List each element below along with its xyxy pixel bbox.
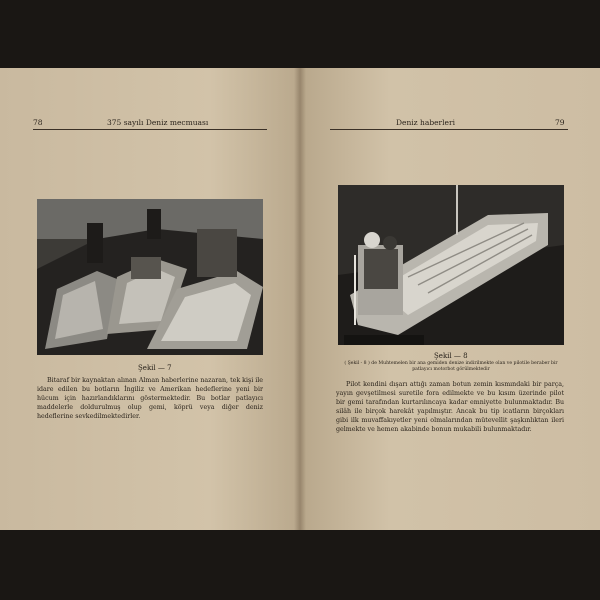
book-spread [0,68,600,530]
figure-8-caption: Şekil — 8 [434,352,468,360]
figure-7-caption: Şekil — 7 [138,364,172,372]
left-running-head: 375 sayılı Deniz mecmuası [107,118,209,127]
right-running-head: Deniz haberleri [396,118,455,127]
right-page-number: 79 [555,118,565,127]
right-header-rule [330,129,568,130]
left-header-rule [33,129,267,130]
right-page [300,68,600,530]
left-page [0,68,300,530]
left-body-paragraph: Bitaraf bir kaynaktan alınan Alman haberlerine nazaran, tek kişi ile idare edilen bu botların İngiliz ve Amerikan hedeflerine yeni bir hücum için hazırlandıklarını göstermektedir. Bu botlar patlayıcı maddelerle doldurulmuş olup gemi, köprü veya diğer deniz hedeflerine sevkedilmektedirler. [37,377,263,420]
motorboat-photo-figure-8 [338,185,564,345]
book-gutter [294,68,306,530]
right-body-paragraph: Pilot kendini dışarı attığı zaman botun zemin kısmındaki bir parça, yayın gevşetilmesi suretile fora edilmekte ve bu kısım üzerinde pilot bir gemi tarafından kurtarılıncaya kadar emniyette bulunmaktadır. Bu silâh ile birçok harekât yapılmıştır. Ancak bu tip icatların birçokları gibi ilk muvaffakıyetler yeni olmalarından mütevellit şaşkınlıktan ileri gelmekte ve hemen akabinde bonun mukabili bulunmaktadır. [336,381,564,433]
boats-photo-figure-7 [37,199,263,355]
left-page-number: 78 [33,118,43,127]
figure-8-subcaption: ( Şekil - 8 ) de Muhtemelen bir ana gemiden denize indirilmekte olan ve pilotile beraber bir patlayıcı motorbot görülmektedir [344,361,558,372]
